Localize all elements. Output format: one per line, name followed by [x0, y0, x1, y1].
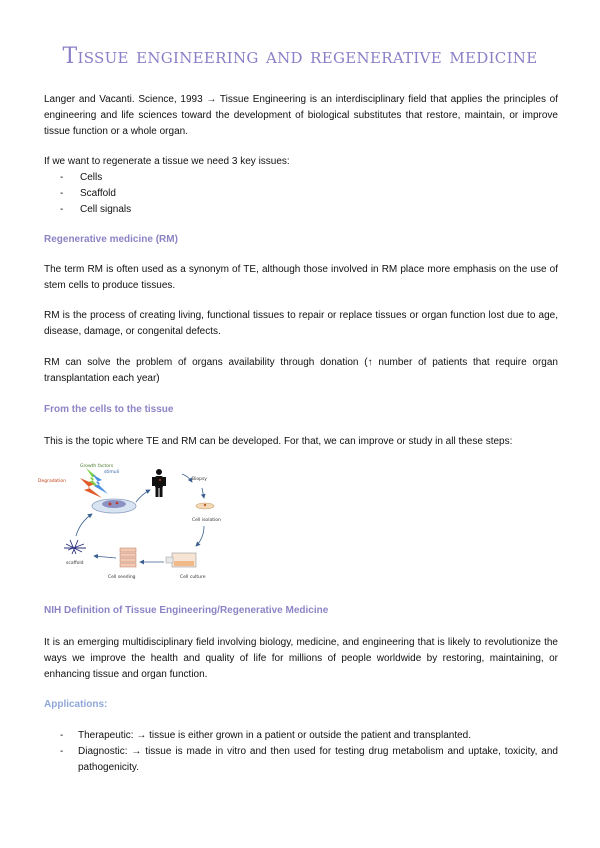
list-item: - Therapeutic: → tissue is either grown in a patient or outside the patient and transplanted.: [60, 730, 472, 741]
scaffold-icon: [64, 540, 86, 554]
patient-icon: [152, 469, 166, 497]
list-item: - Cells: [60, 172, 103, 183]
nih-paragraph: It is an emerging multidisciplinary field involving biology, medicine, and engineering that is likely to revolutionize the ways we improve the health and quality of life for millions of people worldwide by restoring, maintaining, or enhancing tissue and organ function.: [44, 637, 558, 680]
stimuli-label: stimuli: [104, 470, 120, 475]
key-issues-list: [44, 170, 558, 218]
cycle-diagram: [36, 460, 236, 586]
growth-factors-label: Growth factors: [80, 464, 114, 469]
tissue-engineering-cycle-figure: [36, 460, 236, 586]
intro-paragraph: Langer and Vacanti. Science, 1993 → Tissue Engineering is an interdisciplinary field that applies the principles of engineering and life sciences toward the development of biological substitutes that restore, maintain, or improve tissue function or a whole organ.: [44, 94, 558, 137]
key-issues-intro: If we want to regenerate a tissue we need 3 key issues:: [44, 156, 290, 167]
rm-paragraph-3: RM can solve the problem of organs availability through donation (↑ number of patients that require organ transplantation each year): [44, 357, 558, 384]
section-heading-applications: Applications:: [44, 699, 108, 710]
rm-paragraph-2: RM is the process of creating living, functional tissues to repair or replace tissues or organ function lost due to age, disease, damage, or congenital defects.: [44, 310, 558, 337]
rm-paragraph-1: The term RM is often used as a synonym of TE, although those involved in RM place more emphasis on the use of stem cells to produce tissues.: [44, 264, 558, 291]
list-item: - Diagnostic: → tissue is made in vitro and then used for testing drug metabolism and uptake, toxicity, and pathogenicity.: [60, 746, 558, 773]
list-item: - Scaffold: [60, 188, 116, 199]
cells-paragraph: This is the topic where TE and RM can be developed. For that, we can improve or study in all these steps:: [44, 436, 513, 447]
culture-flask-icon: [166, 553, 196, 567]
cell-isolation-label: Cell isolation: [192, 518, 221, 523]
section-heading-nih: NIH Definition of Tissue Engineering/Regenerative Medicine: [44, 605, 329, 616]
degradation-label: Degradation: [38, 479, 66, 484]
cell-seeding-label: Cell seeding: [108, 575, 136, 580]
cell-culture-label: Cell culture: [180, 575, 206, 580]
applications-list: [44, 728, 558, 776]
page-title: Tissue engineering and regenerative medicine: [62, 44, 538, 69]
biopsy-label: Biopsy: [192, 477, 207, 482]
stacked-plates-icon: [120, 548, 136, 567]
section-heading-cells: From the cells to the tissue: [44, 404, 174, 415]
section-heading-rm: Regenerative medicine (RM): [44, 234, 178, 245]
scaffold-label: scaffold: [66, 561, 84, 566]
list-item: - Cell signals: [60, 204, 132, 215]
